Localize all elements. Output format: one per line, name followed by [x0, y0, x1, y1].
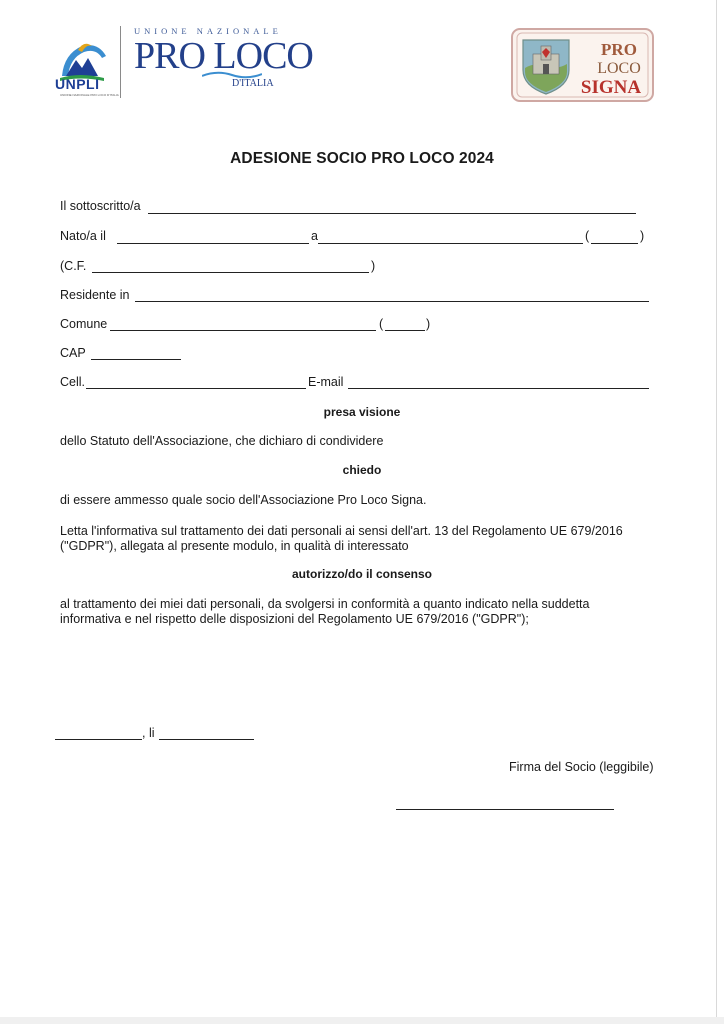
informativa-line-1: Letta l'informativa sul trattamento dei dati personali ai sensi dell'art. 13 del Regolamento UE 679/2016 — [60, 524, 623, 538]
firma-field[interactable] — [396, 809, 614, 810]
signa-line1: PRO — [601, 40, 637, 59]
scan-edge — [716, 0, 717, 1024]
date-comma-label: , li — [142, 726, 155, 740]
presa-visione-heading: presa visione — [323, 405, 401, 419]
email-field[interactable] — [348, 388, 649, 389]
cf-close-paren: ) — [371, 259, 376, 273]
email-label: E-mail — [308, 375, 344, 389]
signa-line2: LOCO — [597, 60, 641, 77]
luogo-nascita-field[interactable] — [318, 243, 583, 244]
provincia-open-paren: ( — [585, 229, 590, 243]
scan-bottom-edge — [0, 1017, 724, 1024]
data-nascita-field[interactable] — [117, 243, 309, 244]
codice-fiscale-field[interactable] — [92, 272, 369, 273]
logo-divider — [120, 26, 121, 98]
informativa-line-2: ("GDPR"), allegata al presente modulo, in qualità di interessato — [60, 539, 409, 553]
provincia-nascita-field[interactable] — [591, 243, 638, 244]
castle-shield-icon — [523, 40, 569, 94]
cell-label: Cell. — [60, 375, 86, 389]
luogo-firma-field[interactable] — [55, 739, 142, 740]
autorizzo-heading: autorizzo/do il consenso — [291, 567, 432, 581]
trattamento-line-1: al trattamento dei miei dati personali, da svolgersi in conformità a quanto indicato nella suddetta — [60, 597, 590, 611]
comune-field[interactable] — [110, 330, 376, 331]
comune-close-paren: ) — [426, 317, 431, 331]
residente-label: Residente in — [60, 288, 130, 302]
signa-line3: SIGNA — [580, 77, 642, 98]
a-label: a — [311, 229, 318, 243]
data-firma-field[interactable] — [159, 739, 254, 740]
comune-open-paren: ( — [379, 317, 384, 331]
sottoscritto-label: Il sottoscritto/a — [60, 199, 141, 213]
provincia-close-paren: ) — [640, 229, 645, 243]
statuto-text: dello Statuto dell'Associazione, che dichiaro di condividere — [60, 434, 384, 448]
ammesso-text: di essere ammesso quale socio dell'Associazione Pro Loco Signa. — [60, 493, 427, 507]
unpli-wordmark: UNPLI — [55, 76, 100, 92]
comune-label: Comune — [60, 317, 108, 331]
residenza-field[interactable] — [135, 301, 649, 302]
unpli-subtitle: UNIONE NAZIONALE PRO LOCO D'ITALIA — [60, 93, 119, 97]
firma-label: Firma del Socio (leggibile) — [509, 760, 654, 774]
comune-provincia-field[interactable] — [385, 330, 425, 331]
unpli-logo — [52, 22, 352, 100]
cell-field[interactable] — [86, 388, 306, 389]
cf-label: (C.F. — [60, 259, 87, 273]
form-title: ADESIONE SOCIO PRO LOCO 2024 — [230, 150, 494, 167]
d-italia-text: D'ITALIA — [232, 78, 274, 89]
unione-nazionale-text: UNIONE NAZIONALE — [134, 26, 282, 36]
cap-label: CAP — [60, 346, 86, 360]
nato-label: Nato/a il — [60, 229, 106, 243]
chiedo-heading: chiedo — [342, 463, 382, 477]
pro-loco-signa-logo — [511, 28, 654, 102]
cap-field[interactable] — [91, 359, 181, 360]
sottoscritto-field[interactable] — [148, 213, 636, 214]
pro-loco-wordmark: PRO LOCO — [134, 35, 313, 77]
trattamento-line-2: informativa e nel rispetto delle disposizioni del Regolamento UE 679/2016 ("GDPR"); — [60, 612, 529, 626]
